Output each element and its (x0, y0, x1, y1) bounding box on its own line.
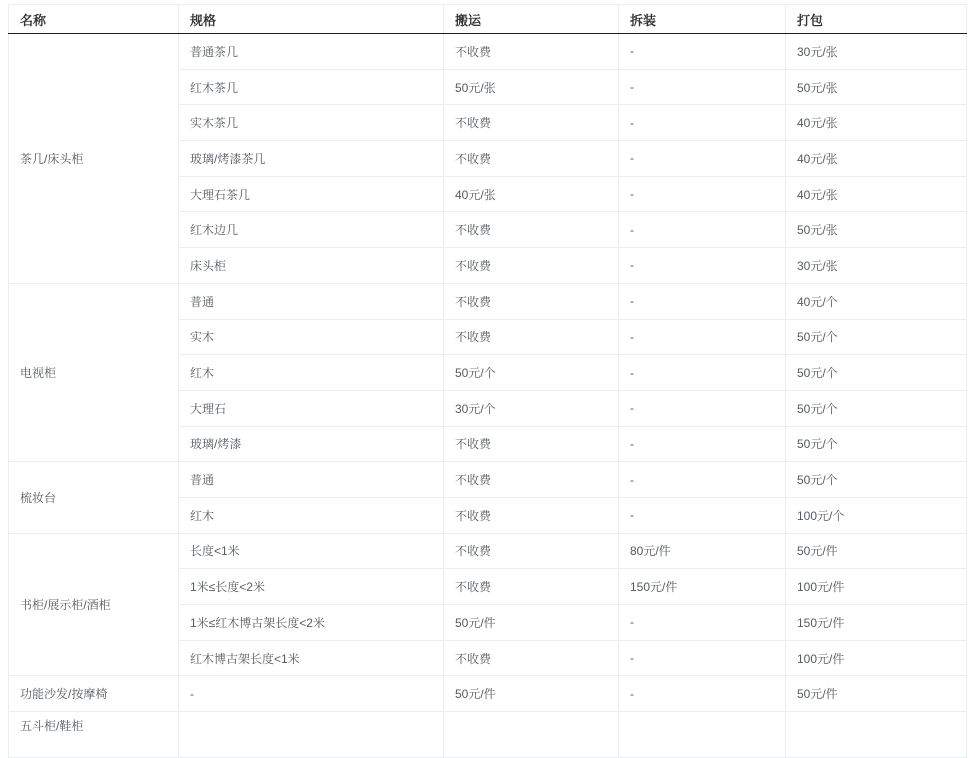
pack-cell: 50元/个 (786, 462, 967, 498)
table-row (9, 462, 967, 498)
pack-cell: 50元/个 (786, 355, 967, 391)
move-cell (444, 712, 619, 758)
disassembly-cell: - (619, 676, 786, 712)
pack-cell: 50元/件 (786, 676, 967, 712)
col-header-name: 名称 (9, 5, 179, 34)
pack-cell: 40元/张 (786, 105, 967, 141)
pack-cell (786, 712, 967, 758)
move-cell: 不收费 (444, 462, 619, 498)
pack-cell: 30元/张 (786, 248, 967, 284)
pack-cell: 30元/张 (786, 34, 967, 70)
disassembly-cell: - (619, 176, 786, 212)
move-cell: 不收费 (444, 497, 619, 533)
disassembly-cell: - (619, 212, 786, 248)
disassembly-cell: - (619, 355, 786, 391)
table-row (9, 676, 967, 712)
spec-cell: 长度<1米 (179, 533, 444, 569)
pricing-table-container (8, 4, 966, 758)
disassembly-cell: - (619, 34, 786, 70)
spec-cell: 玻璃/烤漆 (179, 426, 444, 462)
disassembly-cell: - (619, 426, 786, 462)
table-row (9, 533, 967, 569)
group-name-cell: 五斗柜/鞋柜 (9, 712, 179, 758)
col-header-disassembly: 拆装 (619, 5, 786, 34)
disassembly-cell: 80元/件 (619, 533, 786, 569)
group-name-cell: 电视柜 (9, 283, 179, 461)
move-cell: 30元/个 (444, 390, 619, 426)
pack-cell: 40元/个 (786, 283, 967, 319)
spec-cell: 普通茶几 (179, 34, 444, 70)
spec-cell: 大理石 (179, 390, 444, 426)
disassembly-cell: - (619, 462, 786, 498)
table-row (9, 283, 967, 319)
move-cell: 不收费 (444, 283, 619, 319)
move-cell: 不收费 (444, 248, 619, 284)
disassembly-cell: - (619, 69, 786, 105)
disassembly-cell: - (619, 105, 786, 141)
move-cell: 不收费 (444, 319, 619, 355)
move-cell: 不收费 (444, 212, 619, 248)
move-cell: 不收费 (444, 105, 619, 141)
spec-cell: 红木博古架长度<1米 (179, 640, 444, 676)
group-name-cell: 书柜/展示柜/酒柜 (9, 533, 179, 676)
disassembly-cell: - (619, 283, 786, 319)
pack-cell: 40元/张 (786, 176, 967, 212)
move-cell: 不收费 (444, 426, 619, 462)
col-header-move: 搬运 (444, 5, 619, 34)
disassembly-cell: - (619, 605, 786, 641)
disassembly-cell: - (619, 141, 786, 177)
header-row (9, 5, 967, 34)
group-name-cell: 梳妆台 (9, 462, 179, 533)
pack-cell: 50元/个 (786, 390, 967, 426)
move-cell: 不收费 (444, 141, 619, 177)
spec-cell (179, 712, 444, 758)
spec-cell: 实木茶几 (179, 105, 444, 141)
spec-cell: 玻璃/烤漆茶几 (179, 141, 444, 177)
table-row (9, 712, 967, 758)
move-cell: 不收费 (444, 533, 619, 569)
move-cell: 50元/个 (444, 355, 619, 391)
col-header-pack: 打包 (786, 5, 967, 34)
spec-cell: 实木 (179, 319, 444, 355)
disassembly-cell: - (619, 248, 786, 284)
pack-cell: 100元/件 (786, 569, 967, 605)
disassembly-cell (619, 712, 786, 758)
pack-cell: 50元/个 (786, 426, 967, 462)
spec-cell: 红木边几 (179, 212, 444, 248)
move-cell: 50元/件 (444, 605, 619, 641)
disassembly-cell: - (619, 319, 786, 355)
disassembly-cell: - (619, 497, 786, 533)
move-cell: 50元/张 (444, 69, 619, 105)
move-cell: 不收费 (444, 34, 619, 70)
spec-cell: 大理石茶几 (179, 176, 444, 212)
group-name-cell: 功能沙发/按摩椅 (9, 676, 179, 712)
pack-cell: 50元/个 (786, 319, 967, 355)
pack-cell: 100元/件 (786, 640, 967, 676)
table-row (9, 34, 967, 70)
pricing-table (8, 4, 967, 758)
spec-cell: 1米≤红木博古架长度<2米 (179, 605, 444, 641)
spec-cell: 床头柜 (179, 248, 444, 284)
move-cell: 不收费 (444, 640, 619, 676)
spec-cell: - (179, 676, 444, 712)
pack-cell: 150元/件 (786, 605, 967, 641)
pack-cell: 50元/张 (786, 69, 967, 105)
pack-cell: 50元/张 (786, 212, 967, 248)
spec-cell: 1米≤长度<2米 (179, 569, 444, 605)
pack-cell: 50元/件 (786, 533, 967, 569)
pricing-table-header (9, 5, 967, 34)
pricing-table-body (9, 34, 967, 758)
pack-cell: 100元/个 (786, 497, 967, 533)
move-cell: 不收费 (444, 569, 619, 605)
group-name-cell: 茶几/床头柜 (9, 34, 179, 284)
move-cell: 50元/件 (444, 676, 619, 712)
disassembly-cell: - (619, 390, 786, 426)
spec-cell: 普通 (179, 283, 444, 319)
spec-cell: 普通 (179, 462, 444, 498)
spec-cell: 红木 (179, 355, 444, 391)
pack-cell: 40元/张 (786, 141, 967, 177)
col-header-spec: 规格 (179, 5, 444, 34)
disassembly-cell: - (619, 640, 786, 676)
move-cell: 40元/张 (444, 176, 619, 212)
spec-cell: 红木茶几 (179, 69, 444, 105)
disassembly-cell: 150元/件 (619, 569, 786, 605)
spec-cell: 红木 (179, 497, 444, 533)
